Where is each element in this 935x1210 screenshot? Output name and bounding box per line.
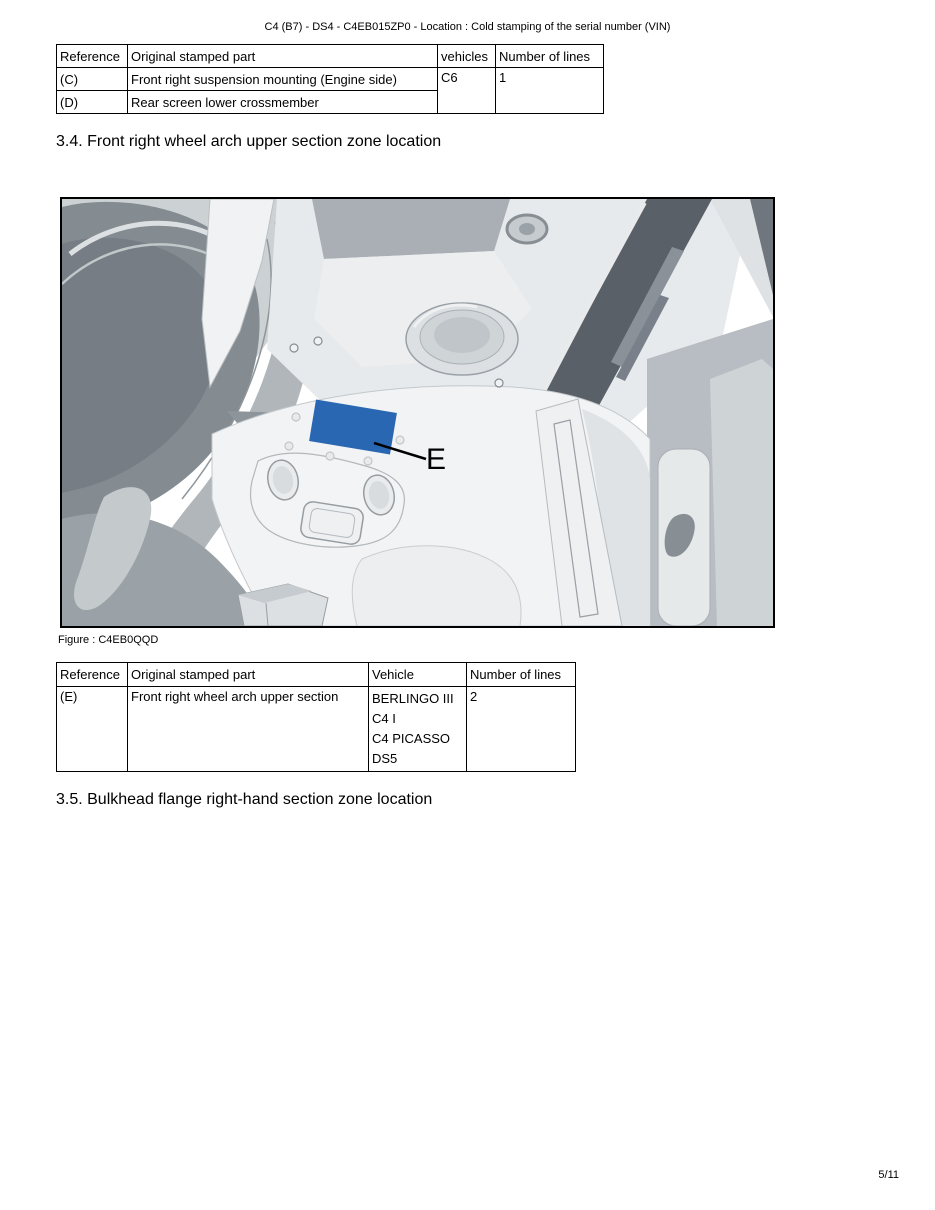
vehicle-name: C4 PICASSO xyxy=(372,731,451,746)
figure-illustration xyxy=(62,199,773,626)
stamped-parts-table-top xyxy=(56,44,604,114)
document-header-title: C4 (B7) - DS4 - C4EB015ZP0 - Location : Cold stamping of the serial number (VIN) xyxy=(264,21,671,33)
figure-frame xyxy=(60,197,775,628)
section-heading-3-4: 3.4. Front right wheel arch upper section zone location xyxy=(56,133,442,150)
vehicle-name: DS5 xyxy=(372,751,398,766)
cell-reference: (D) xyxy=(57,91,128,114)
column-header-lines: Number of lines xyxy=(467,663,576,687)
cell-part: Rear screen lower crossmember xyxy=(128,91,438,114)
strut-tower-shape xyxy=(406,303,518,375)
cell-lines: 1 xyxy=(496,68,604,114)
stamped-parts-table-bottom xyxy=(56,662,576,772)
table-header-row xyxy=(57,663,576,687)
vehicle-name: C4 I xyxy=(372,711,396,726)
cell-vehicles: C6 xyxy=(438,68,496,114)
cell-reference: (E) xyxy=(57,687,128,772)
zone-marker-label: E xyxy=(426,443,447,476)
cell-part: Front right wheel arch upper section xyxy=(128,687,369,772)
column-header-vehicles: vehicles xyxy=(438,45,496,68)
column-header-reference: Reference xyxy=(57,45,128,68)
cell-reference: (C) xyxy=(57,68,128,91)
column-header-reference: Reference xyxy=(57,663,128,687)
column-header-part: Original stamped part xyxy=(128,45,438,68)
page-number: 5/11 xyxy=(878,1169,899,1181)
column-header-lines: Number of lines xyxy=(496,45,604,68)
table-row xyxy=(57,68,604,91)
cell-part: Front right suspension mounting (Engine side) xyxy=(128,68,438,91)
column-header-vehicle: Vehicle xyxy=(369,663,467,687)
figure-caption: Figure : C4EB0QQD xyxy=(58,634,159,646)
table-header-row xyxy=(57,45,604,68)
table-row xyxy=(57,687,576,772)
cell-lines: 2 xyxy=(467,687,576,772)
vehicle-name: BERLINGO III xyxy=(372,691,454,706)
section-heading-3-5: 3.5. Bulkhead flange right-hand section zone location xyxy=(56,791,433,808)
cell-vehicles xyxy=(369,687,467,772)
column-header-part: Original stamped part xyxy=(128,663,369,687)
